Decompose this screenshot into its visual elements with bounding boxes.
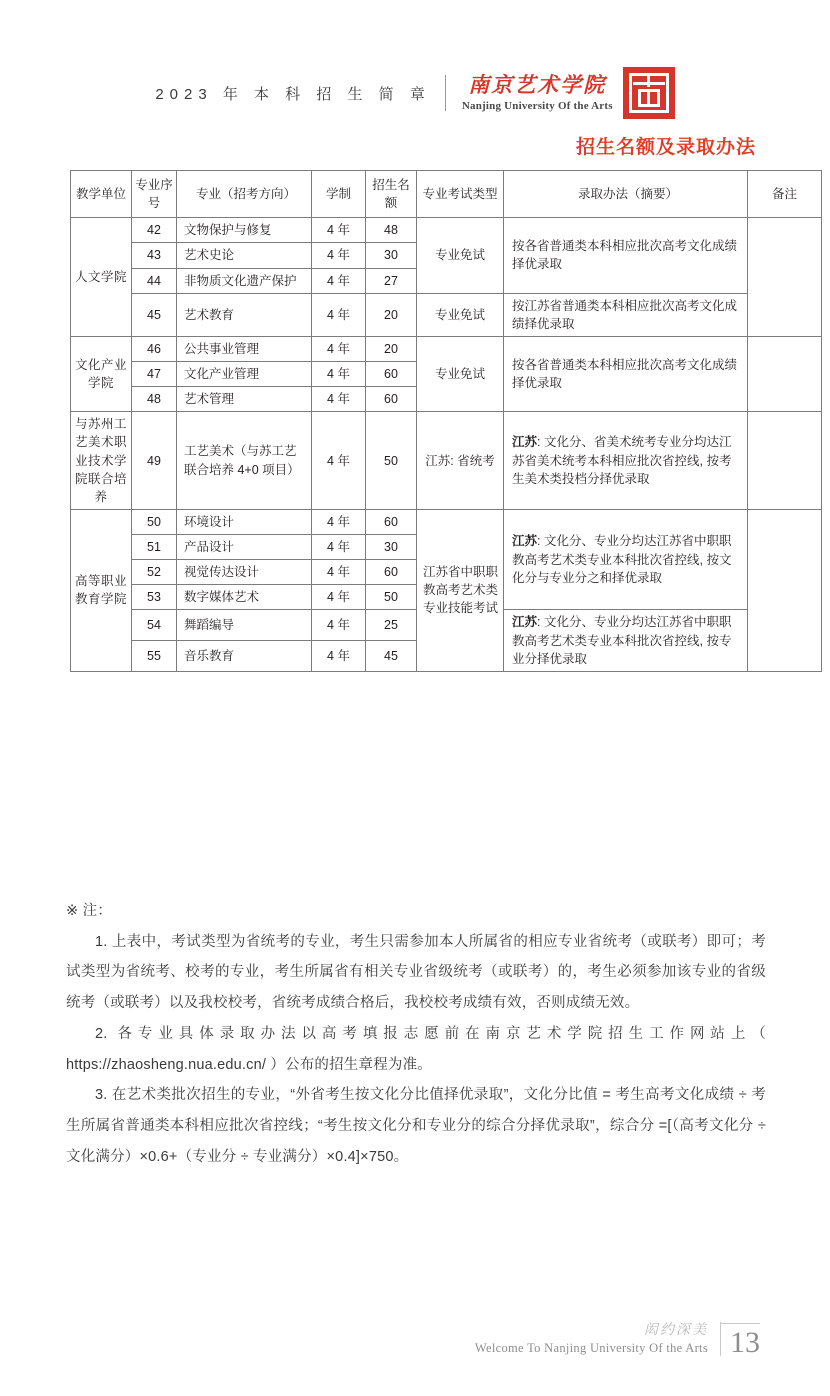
col-header-length: 学制 bbox=[312, 171, 366, 218]
brand-name-en: Nanjing University Of the Arts bbox=[461, 99, 613, 112]
cell-major-name: 音乐教育 bbox=[177, 641, 312, 672]
cell-major-no: 51 bbox=[132, 535, 177, 560]
cell-major-name: 文化产业管理 bbox=[177, 362, 312, 387]
cell-program-length: 4 年 bbox=[312, 535, 366, 560]
cell-remark bbox=[748, 218, 822, 337]
brand-wordmark bbox=[446, 74, 623, 111]
cell-major-no: 53 bbox=[132, 585, 177, 610]
note-item-1: 1. 上表中，考试类型为省统考的专业，考生只需参加本人所属省的相应专业省统考（或联考）即可；考试类型为省统考、校考的专业，考生所属省有相关专业省级统考（或联考）的，考生必须参加该专业的省级统考（或联考）以及我校校考，省统考成绩合格后，我校校考成绩有效，否则成绩无效。 bbox=[66, 933, 766, 1012]
cell-teaching-unit: 与苏州工艺美术职业技术学院联合培养 bbox=[71, 412, 132, 510]
cell-quota: 60 bbox=[366, 387, 417, 412]
table-row bbox=[71, 218, 822, 243]
cell-major-name: 艺术教育 bbox=[177, 293, 312, 336]
province-label: 江苏 bbox=[512, 435, 538, 450]
cell-quota: 30 bbox=[366, 243, 417, 268]
cell-major-no: 45 bbox=[132, 293, 177, 336]
cell-program-length: 4 年 bbox=[312, 387, 366, 412]
footer-motto-block bbox=[475, 1323, 720, 1358]
cell-quota: 45 bbox=[366, 641, 417, 672]
cell-program-length: 4 年 bbox=[312, 610, 366, 641]
cell-program-length: 4 年 bbox=[312, 585, 366, 610]
cell-major-name: 文物保护与修复 bbox=[177, 218, 312, 243]
cell-admission-method: 江苏: 文化分、省美术统考专业分均达江苏省美术统考本科相应批次省控线, 按考生美术类投档分择优录取 bbox=[504, 412, 748, 510]
cell-major-no: 52 bbox=[132, 560, 177, 585]
note-item-3: 3. 在艺术类批次招生的专业，“外省考生按文化分比值择优录取”，文化分比值 = 考生高考文化成绩 ÷ 考生所属省普通类本科相应批次省控线；“考生按文化分和专业分的综合分择优录取”，综合分 =[（高考文化分 ÷ 文化满分）×0.6+（专业分 ÷ 专业满分）×0.4]×750。 bbox=[66, 1087, 766, 1165]
cell-program-length: 4 年 bbox=[312, 218, 366, 243]
cell-major-name: 艺术史论 bbox=[177, 243, 312, 268]
cell-major-name: 舞蹈编导 bbox=[177, 610, 312, 641]
cell-exam-type: 专业免试 bbox=[417, 336, 504, 411]
table-row bbox=[71, 336, 822, 361]
cell-major-no: 47 bbox=[132, 362, 177, 387]
cell-major-name: 公共事业管理 bbox=[177, 336, 312, 361]
cell-major-no: 55 bbox=[132, 641, 177, 672]
cell-exam-type: 专业免试 bbox=[417, 218, 504, 293]
col-header-major: 专业（招考方向） bbox=[177, 171, 312, 218]
cell-quota: 25 bbox=[366, 610, 417, 641]
cell-program-length: 4 年 bbox=[312, 243, 366, 268]
cell-program-length: 4 年 bbox=[312, 336, 366, 361]
table-row bbox=[71, 293, 822, 336]
col-header-quota: 招生名额 bbox=[366, 171, 417, 218]
cell-exam-type: 专业免试 bbox=[417, 293, 504, 336]
admissions-table bbox=[70, 170, 822, 672]
col-header-method: 录取办法（摘要） bbox=[504, 171, 748, 218]
cell-exam-type: 江苏省中职职教高考艺术类专业技能考试 bbox=[417, 509, 504, 671]
col-header-remark: 备注 bbox=[748, 171, 822, 218]
cell-major-name: 环境设计 bbox=[177, 509, 312, 534]
cell-quota: 20 bbox=[366, 293, 417, 336]
cell-quota: 60 bbox=[366, 362, 417, 387]
cell-major-no: 44 bbox=[132, 268, 177, 293]
cell-major-no: 46 bbox=[132, 336, 177, 361]
notes-heading: ※ 注： bbox=[66, 903, 112, 919]
cell-quota: 60 bbox=[366, 509, 417, 534]
cell-major-name: 产品设计 bbox=[177, 535, 312, 560]
cell-major-no: 54 bbox=[132, 610, 177, 641]
cell-admission-method: 按各省普通类本科相应批次高考文化成绩择优录取 bbox=[504, 218, 748, 293]
cell-quota: 20 bbox=[366, 336, 417, 361]
cell-admission-method: 按各省普通类本科相应批次高考文化成绩择优录取 bbox=[504, 336, 748, 411]
footer-motto-cn: 闳约深美 bbox=[644, 1323, 708, 1339]
cell-program-length: 4 年 bbox=[312, 641, 366, 672]
cell-quota: 50 bbox=[366, 585, 417, 610]
cell-quota: 50 bbox=[366, 412, 417, 510]
cell-admission-method: 按江苏省普通类本科相应批次高考文化成绩择优录取 bbox=[504, 293, 748, 336]
cell-teaching-unit: 高等职业教育学院 bbox=[71, 509, 132, 671]
cell-teaching-unit: 人文学院 bbox=[71, 218, 132, 337]
cell-teaching-unit: 文化产业学院 bbox=[71, 336, 132, 411]
cell-quota: 48 bbox=[366, 218, 417, 243]
cell-program-length: 4 年 bbox=[312, 560, 366, 585]
cell-admission-method: 江苏: 文化分、专业分均达江苏省中职职教高考艺术类专业本科批次省控线, 按专业分择优录取 bbox=[504, 610, 748, 671]
cell-program-length: 4 年 bbox=[312, 362, 366, 387]
cell-major-no: 50 bbox=[132, 509, 177, 534]
province-label: 江苏 bbox=[512, 615, 538, 630]
cell-major-name: 视觉传达设计 bbox=[177, 560, 312, 585]
admissions-table-wrap bbox=[70, 170, 797, 672]
footer-motto-en: Welcome To Nanjing University Of the Arts bbox=[474, 1341, 708, 1355]
cell-quota: 30 bbox=[366, 535, 417, 560]
cell-major-name: 艺术管理 bbox=[177, 387, 312, 412]
nua-seal-logo-icon bbox=[623, 67, 675, 119]
cell-major-name: 工艺美术（与苏工艺联合培养 4+0 项目） bbox=[177, 412, 312, 510]
page-footer bbox=[475, 1322, 760, 1358]
cell-exam-type: 江苏: 省统考 bbox=[417, 412, 504, 510]
col-header-unit: 教学单位 bbox=[71, 171, 132, 218]
cell-program-length: 4 年 bbox=[312, 293, 366, 336]
cell-admission-method: 江苏: 文化分、专业分均达江苏省中职职教高考艺术类专业本科批次省控线, 按文化分与专业分之和择优录取 bbox=[504, 509, 748, 610]
cell-remark bbox=[748, 509, 822, 671]
cell-remark bbox=[748, 412, 822, 510]
cell-quota: 27 bbox=[366, 268, 417, 293]
table-row bbox=[71, 509, 822, 534]
cell-quota: 60 bbox=[366, 560, 417, 585]
table-header-row bbox=[71, 171, 822, 218]
header-inner bbox=[155, 67, 674, 119]
province-label: 江苏 bbox=[512, 534, 538, 549]
cell-major-name: 数字媒体艺术 bbox=[177, 585, 312, 610]
cell-major-no: 42 bbox=[132, 218, 177, 243]
cell-major-no: 48 bbox=[132, 387, 177, 412]
section-title: 招生名额及录取办法 bbox=[575, 137, 756, 158]
cell-major-name: 非物质文化遗产保护 bbox=[177, 268, 312, 293]
col-header-exam: 专业考试类型 bbox=[417, 171, 504, 218]
col-header-no: 专业序号 bbox=[132, 171, 177, 218]
table-head bbox=[71, 171, 822, 218]
page-number: 13 bbox=[721, 1323, 760, 1358]
brand-name-cn: 南京艺术学院 bbox=[468, 73, 607, 98]
cell-program-length: 4 年 bbox=[312, 509, 366, 534]
note-item-2: 2. 各专业具体录取办法以高考填报志愿前在南京艺术学院招生工作网站上（ https://zhaosheng.nua.edu.cn/ ）公布的招生章程为准。 bbox=[66, 1025, 766, 1073]
cell-major-no: 49 bbox=[132, 412, 177, 510]
cell-remark bbox=[748, 336, 822, 411]
table-body bbox=[71, 218, 822, 672]
page-header-title: 2023 年 本 科 招 生 简 章 bbox=[155, 85, 431, 103]
page-header bbox=[0, 62, 830, 124]
cell-program-length: 4 年 bbox=[312, 412, 366, 510]
cell-major-no: 43 bbox=[132, 243, 177, 268]
notes-section bbox=[66, 896, 766, 1173]
table-row bbox=[71, 412, 822, 510]
cell-program-length: 4 年 bbox=[312, 268, 366, 293]
